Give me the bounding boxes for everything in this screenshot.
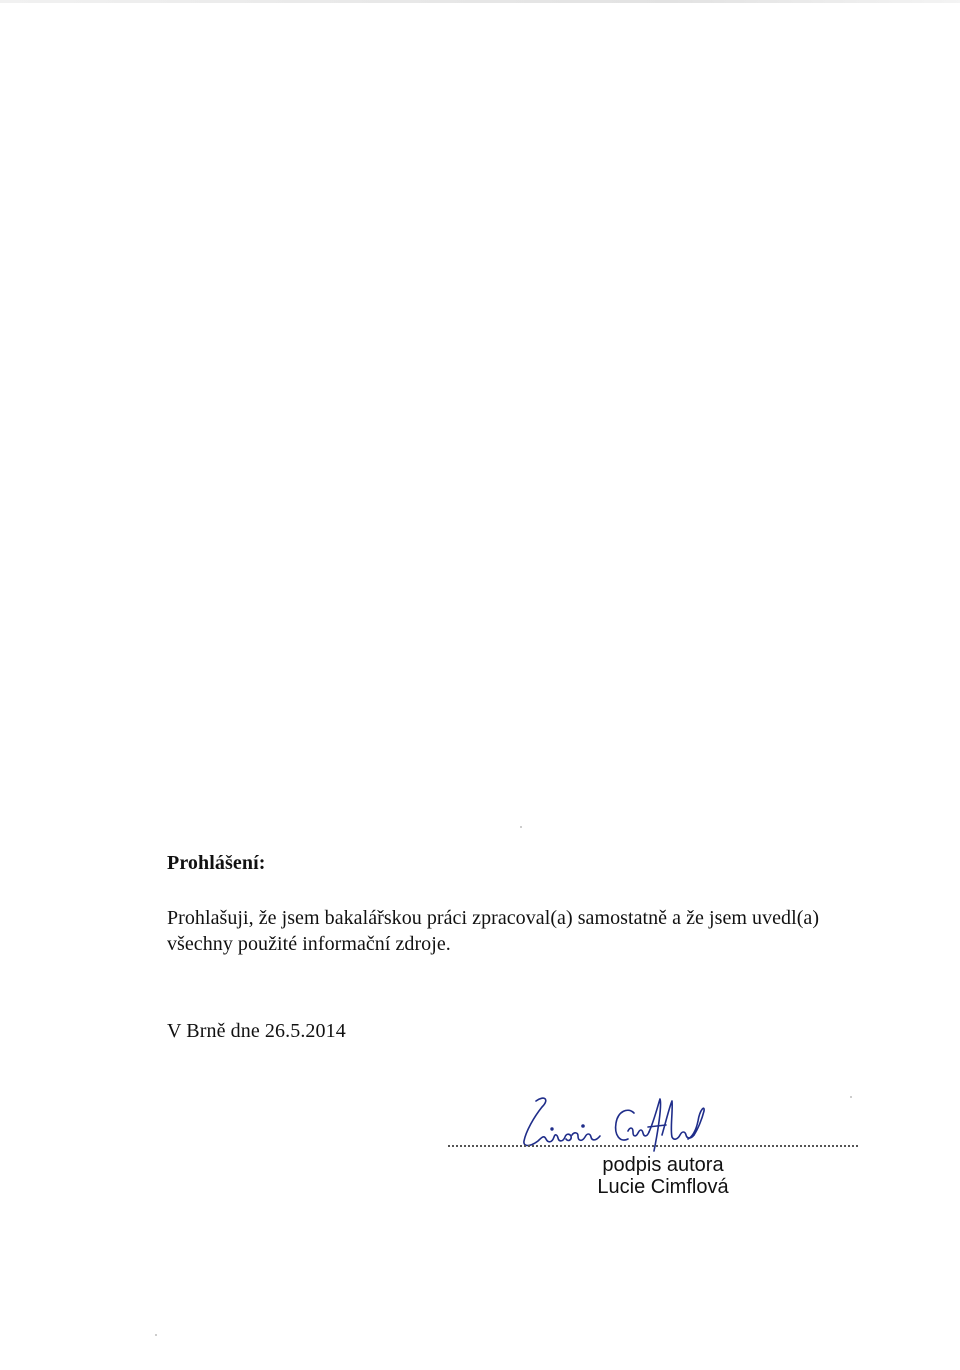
scan-speck <box>155 1334 157 1336</box>
signature-block <box>448 1085 858 1205</box>
declaration-text <box>167 905 847 957</box>
declaration-line-1: Prohlašuji, že jsem bakalářskou práci zpracoval(a) samostatně a že jsem uvedl(a) <box>167 907 820 929</box>
scan-edge-artifact <box>0 0 960 3</box>
declaration-line-2: všechny použité informační zdroje. <box>167 933 451 955</box>
scan-speck <box>850 1096 852 1098</box>
handwritten-signature <box>508 1091 708 1153</box>
declaration-heading: Prohlášení: <box>167 852 266 874</box>
scan-speck <box>520 826 522 828</box>
author-name: Lucie Cimflová <box>597 1176 729 1198</box>
signature-line <box>448 1145 858 1147</box>
signature-caption: podpis autora <box>602 1154 724 1176</box>
place-and-date: V Brně dne 26.5.2014 <box>167 1020 346 1042</box>
